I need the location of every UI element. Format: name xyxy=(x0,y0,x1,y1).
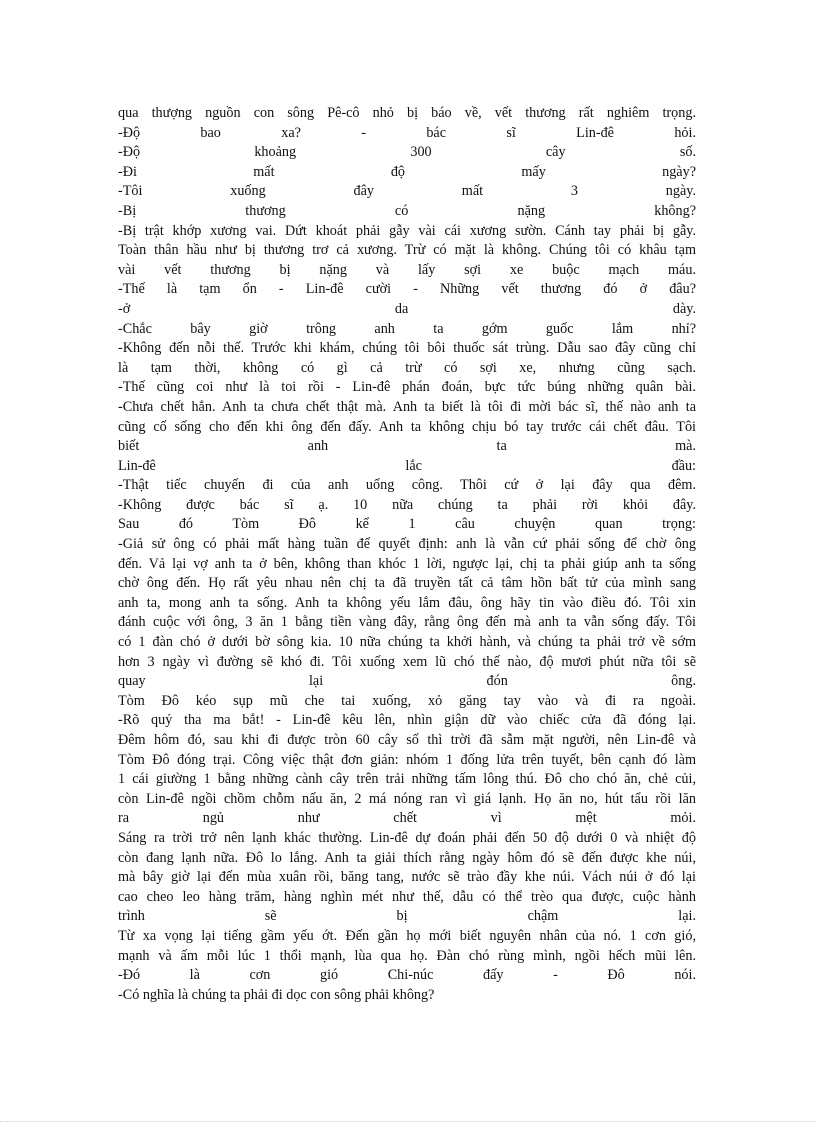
text-line: -Tôi xuống đây mất 3 ngày. xyxy=(118,183,696,200)
text-line: -Không được bác sĩ ạ. 10 nữa chúng ta phải rời khỏi đây. xyxy=(118,496,696,513)
text-line: mà bây giờ lại đến mùa xuân rồi, băng tang, nước sẽ trào đầy khe núi. Vách núi ở đó lại xyxy=(118,869,696,886)
page-bottom-border xyxy=(0,1121,816,1122)
text-line: Sau đó Tòm Đô kể 1 câu chuyện quan trọng: xyxy=(118,516,696,533)
text-line: -Rõ quỷ tha ma bắt! - Lin-đê kêu lên, nhìn giận dữ vào chiếc cửa đã đóng lại. xyxy=(118,712,696,729)
text-line: Từ xa vọng lại tiếng gầm yếu ớt. Đến gần họ mới biết nguyên nhân của nó. 1 cơn gió, xyxy=(118,927,696,944)
text-line: -Độ khoảng 300 cây số. xyxy=(118,144,696,161)
text-line: là tạm thời, không có gì cả trừ có sợi xe, nhưng cũng sạch. xyxy=(118,359,696,376)
text-line: -Thật tiếc chuyến đi của anh uổng công. Thôi cứ ở lại đây qua đêm. xyxy=(118,477,696,494)
text-line: -Thế là tạm ổn - Lin-đê cười - Những vết thương đó ở đâu? xyxy=(118,281,696,298)
text-line: Tòm Đô kéo sụp mũ che tai xuống, xỏ găng tay vào và đi ra ngoài. xyxy=(118,692,696,709)
text-line: -Thế cũng coi như là toi rồi - Lin-đê phán đoán, bực tức búng những quân bài. xyxy=(118,379,696,396)
text-line: -Giả sử ông có phải mất hàng tuần để quyết định: anh là vẫn cứ phải sống để chờ ông xyxy=(118,536,696,553)
text-line: -Bị thương có nặng không? xyxy=(118,202,696,219)
text-line: chờ ông đến. Họ rất yêu nhau nên chị ta đã truyền tất cả tâm hồn bất tử của mình sang xyxy=(118,575,696,592)
text-line: Đêm hôm đó, sau khi đi được tròn 60 cây số thì trời đã sẫm mặt người, nên Lin-đê và xyxy=(118,732,696,748)
text-line: -Đi mất độ mấy ngày? xyxy=(118,163,696,180)
text-line: Sáng ra trời trở nên lạnh khác thường. Lin-đê dự đoán phải đến 50 độ dưới 0 và nhiệt độ xyxy=(118,829,696,846)
text-line: Tòm Đô đóng trại. Công việc thật đơn giản: nhóm 1 đống lửa trên tuyết, bên cạnh đó làm xyxy=(118,751,696,768)
text-line: -Đó là cơn gió Chi-núc đấy - Đô nói. xyxy=(118,967,696,984)
text-line: -Không đến nỗi thế. Trước khi khám, chúng tôi bôi thuốc sát trùng. Dẫu sao đây cũng chỉ xyxy=(118,340,696,357)
text-line: -Chưa chết hẳn. Anh ta chưa chết thật mà. Anh ta biết là tôi đi mời bác sĩ, thế nào anh ta xyxy=(118,398,696,415)
text-line: anh ta, mong anh ta sống. Anh ta không yếu lắm đâu, ông hãy tin vào điều đó. Tôi xin xyxy=(118,594,696,611)
text-line: -Bị trật khớp xương vai. Dứt khoát phải gẫy vài cái xương sườn. Cánh tay phải bị gẫy. xyxy=(118,222,696,239)
text-line: đánh cuộc với ông, 3 ăn 1 bằng tiền vàng đây, rằng ông đến mà anh ta vẫn sống đấy. Tôi xyxy=(118,614,696,631)
text-line: có 1 đàn chó ở dưới bờ sông kia. 10 nữa chúng ta khởi hành, và chúng ta phải trở về sớm xyxy=(118,634,696,651)
text-line: còn đang lạnh nữa. Đô lo lắng. Anh ta giải thích rằng ngày hôm đó sẽ đến được khe núi, xyxy=(118,849,696,866)
text-line: trình sẽ bị chậm lại. xyxy=(118,908,696,925)
text-line: Lin-đê lắc đầu: xyxy=(118,457,696,474)
text-line: -Có nghĩa là chúng ta phải đi dọc con sông phải không? xyxy=(118,986,435,1003)
text-line: quay lại đón ông. xyxy=(118,673,696,690)
text-line: cũng cố sống cho đến khi ông đến đấy. Anh ta không chịu bó tay trước cái chết đâu. Tôi xyxy=(118,418,696,435)
text-line: vài vết thương bị nặng và lấy sợi xe buộc mạch máu. xyxy=(118,261,696,278)
text-line: 1 cái giường 1 bằng những cành cây trên trải những tấm lông thú. Đô cho chó ăn, chẻ củi, xyxy=(118,771,696,788)
text-line: hơn 3 ngày vì đường sẽ khó đi. Tôi xuống xem lũ chó thế nào, độ mươi phút nữa tôi sẽ xyxy=(118,653,696,670)
text-line: còn Lin-đê ngồi chồm chỗm nấu ăn, 2 má nóng ran vì giá lạnh. Họ ăn no, hút tẩu rồi lăn xyxy=(118,790,696,807)
text-line: cao cheo leo hàng trăm, hàng nghìn mét như thế, dẫu có thể trèo qua được, cuộc hành xyxy=(118,888,696,905)
text-line: biết anh ta mà. xyxy=(118,438,696,455)
text-line: đến. Vả lại vợ anh ta ở bên, không than khóc 1 lời, ngược lại, chị ta phải giúp anh ta sống xyxy=(118,555,696,572)
text-line: Toàn thân hầu như bị thương trơ cả xương. Trừ có mặt là không. Chúng tôi có khâu tạm xyxy=(118,242,696,259)
text-line: mạnh và ấm mỗi lúc 1 thổi mạnh, lùa qua họ. Đàn chó rùng mình, ngồi hếch mũi lên. xyxy=(118,947,696,964)
text-line: ra ngủ như chết vì mệt mỏi. xyxy=(118,810,696,827)
text-line: -ở da dày. xyxy=(118,300,696,317)
text-line: -Chắc bây giờ trông anh ta gớm guốc lắm nhỉ? xyxy=(118,320,696,337)
text-line: qua thượng nguồn con sông Pê-cô nhỏ bị báo về, vết thương rất nghiêm trọng. xyxy=(118,105,696,121)
document-page xyxy=(118,104,696,1005)
text-line: -Độ bao xa? - bác sĩ Lin-đê hỏi. xyxy=(118,124,696,141)
